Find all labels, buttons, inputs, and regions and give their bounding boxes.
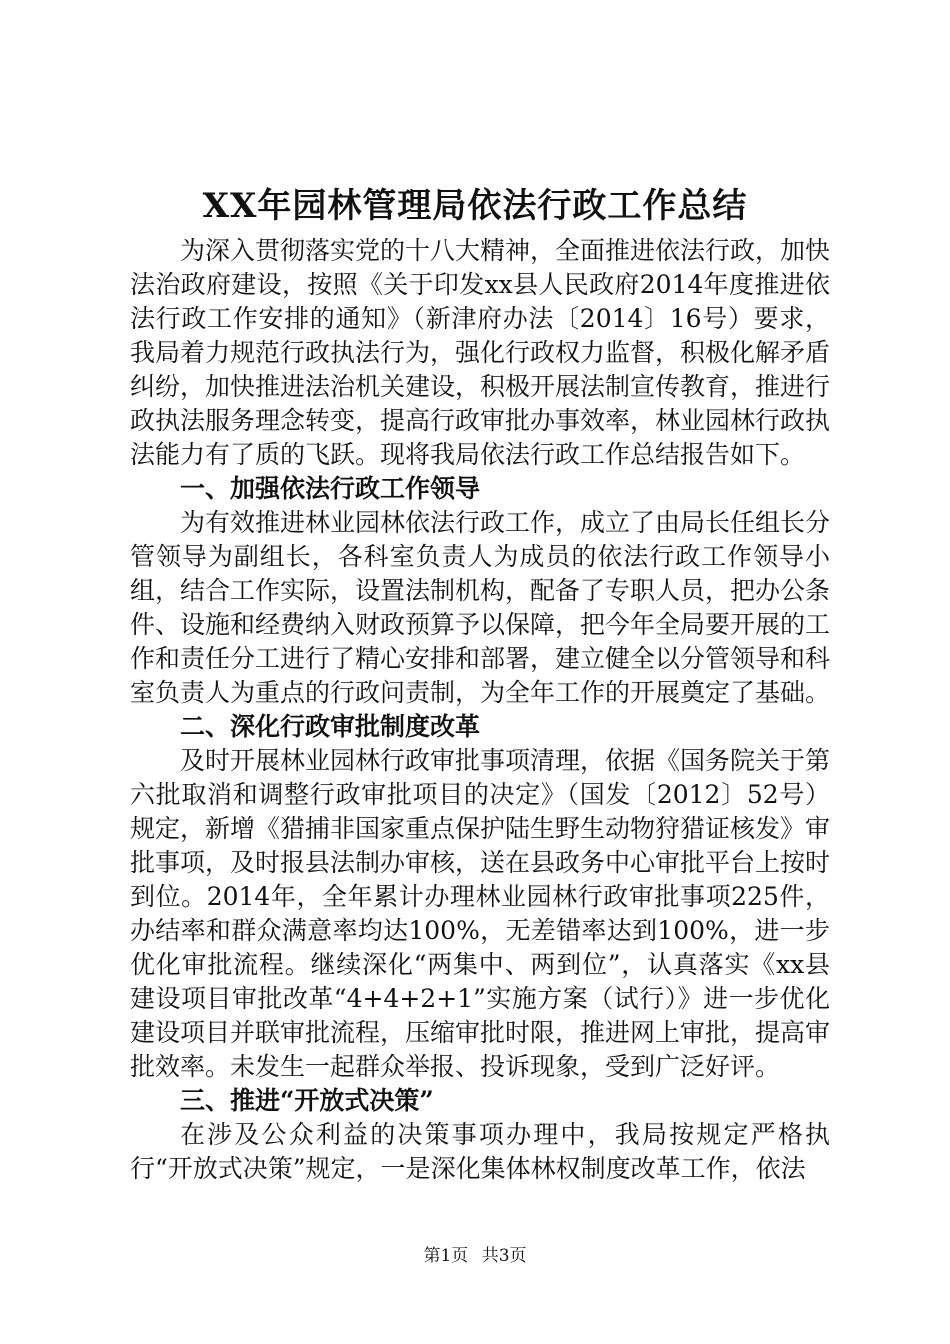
document-body bbox=[130, 234, 830, 1186]
section-heading-2: 二、深化行政审批制度改革 bbox=[180, 712, 481, 741]
paragraph-section-1: 为有效推进林业园林依法行政工作，成立了由局长任组长分管领导为副组长，各科室负责人为成员的依法行政工作领导小组，结合工作实际，设置法制机构，配备了专职人员，把办公条件、设施和经费纳入财政预算予以保障，把今年全局要开展的工作和责任分工进行了精心安排和部署，建立健全以分管领导和科室负责人为重点的行政问责制，为全年工作的开展奠定了基础。 bbox=[130, 508, 831, 707]
page-footer bbox=[0, 1244, 950, 1268]
section-heading-3: 三、推进“开放式决策” bbox=[180, 1086, 434, 1115]
section-heading-1: 一、加强依法行政工作领导 bbox=[180, 474, 481, 503]
page-number: 第1页 bbox=[423, 1246, 469, 1266]
paragraph-intro: 为深入贯彻落实党的十八大精神，全面推进依法行政，加快法治政府建设，按照《关于印发xx县人民政府2014年度推进依法行政工作安排的通知》（新津府办法〔2014〕16号）要求，我局着力规范行政执法行为，强化行政权力监督，积极化解矛盾纠纷，加快推进法治机关建设，积极开展法制宣传教育，推进行政执法服务理念转变，提高行政审批办事效率，林业园林行政执法能力有了质的飞跃。现将我局依法行政工作总结报告如下。 bbox=[130, 236, 831, 469]
paragraph-section-2: 及时开展林业园林行政审批事项清理，依据《国务院关于第六批取消和调整行政审批项目的决定》（国发〔2012〕52号）规定，新增《猎捕非国家重点保护陆生野生动物狩猎证核发》审批事项，及时报县法制办审核，送在县政务中心审批平台上按时到位。2014年，全年累计办理林业园林行政审批事项225件，办结率和群众满意率均达100%，无差错率达到100%，进一步优化审批流程。继续深化“两集中、两到位”，认真落实《xx县建设项目审批改革“4+4+2+1”实施方案（试行）》进一步优化建设项目并联审批流程，压缩审批时限，推进网上审批，提高审批效率。未发生一起群众举报、投诉现象，受到广泛好评。 bbox=[130, 746, 831, 1081]
paragraph-section-3: 在涉及公众利益的决策事项办理中，我局按规定严格执行“开放式决策”规定，一是深化集体林权制度改革工作，依法 bbox=[130, 1120, 830, 1183]
page-total: 共3页 bbox=[481, 1246, 527, 1266]
document-title: XX年园林管理局依法行政工作总结 bbox=[202, 186, 748, 226]
